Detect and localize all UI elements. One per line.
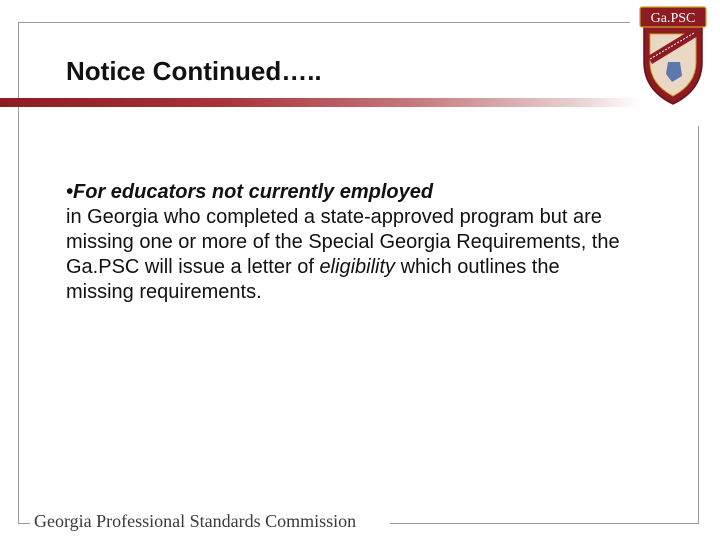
bullet-glyph: • (66, 181, 74, 203)
frame-top-line (18, 22, 630, 23)
body-text-part2: which outlines the missing requirements. (66, 256, 560, 303)
frame-bottom-line-right (390, 523, 699, 524)
title-underline-bar (0, 98, 640, 107)
frame-bottom-line-left (18, 523, 30, 524)
body-lead-text: For educators not currently employed (73, 181, 434, 203)
slide-title: Notice Continued….. (66, 56, 322, 86)
slide-body (66, 180, 626, 305)
logo-banner-text: Ga.PSC (650, 11, 696, 26)
frame-right-line (698, 126, 699, 524)
body-emphasis: eligibility (319, 256, 396, 278)
footer-organization: Georgia Professional Standards Commission (34, 511, 357, 531)
shield-crest-icon (636, 4, 710, 106)
body-text-part1: in Georgia who completed a state-approved program but are missing one or more of the Special Georgia Requirements, the Ga.PSC will issue a letter of (66, 206, 620, 278)
